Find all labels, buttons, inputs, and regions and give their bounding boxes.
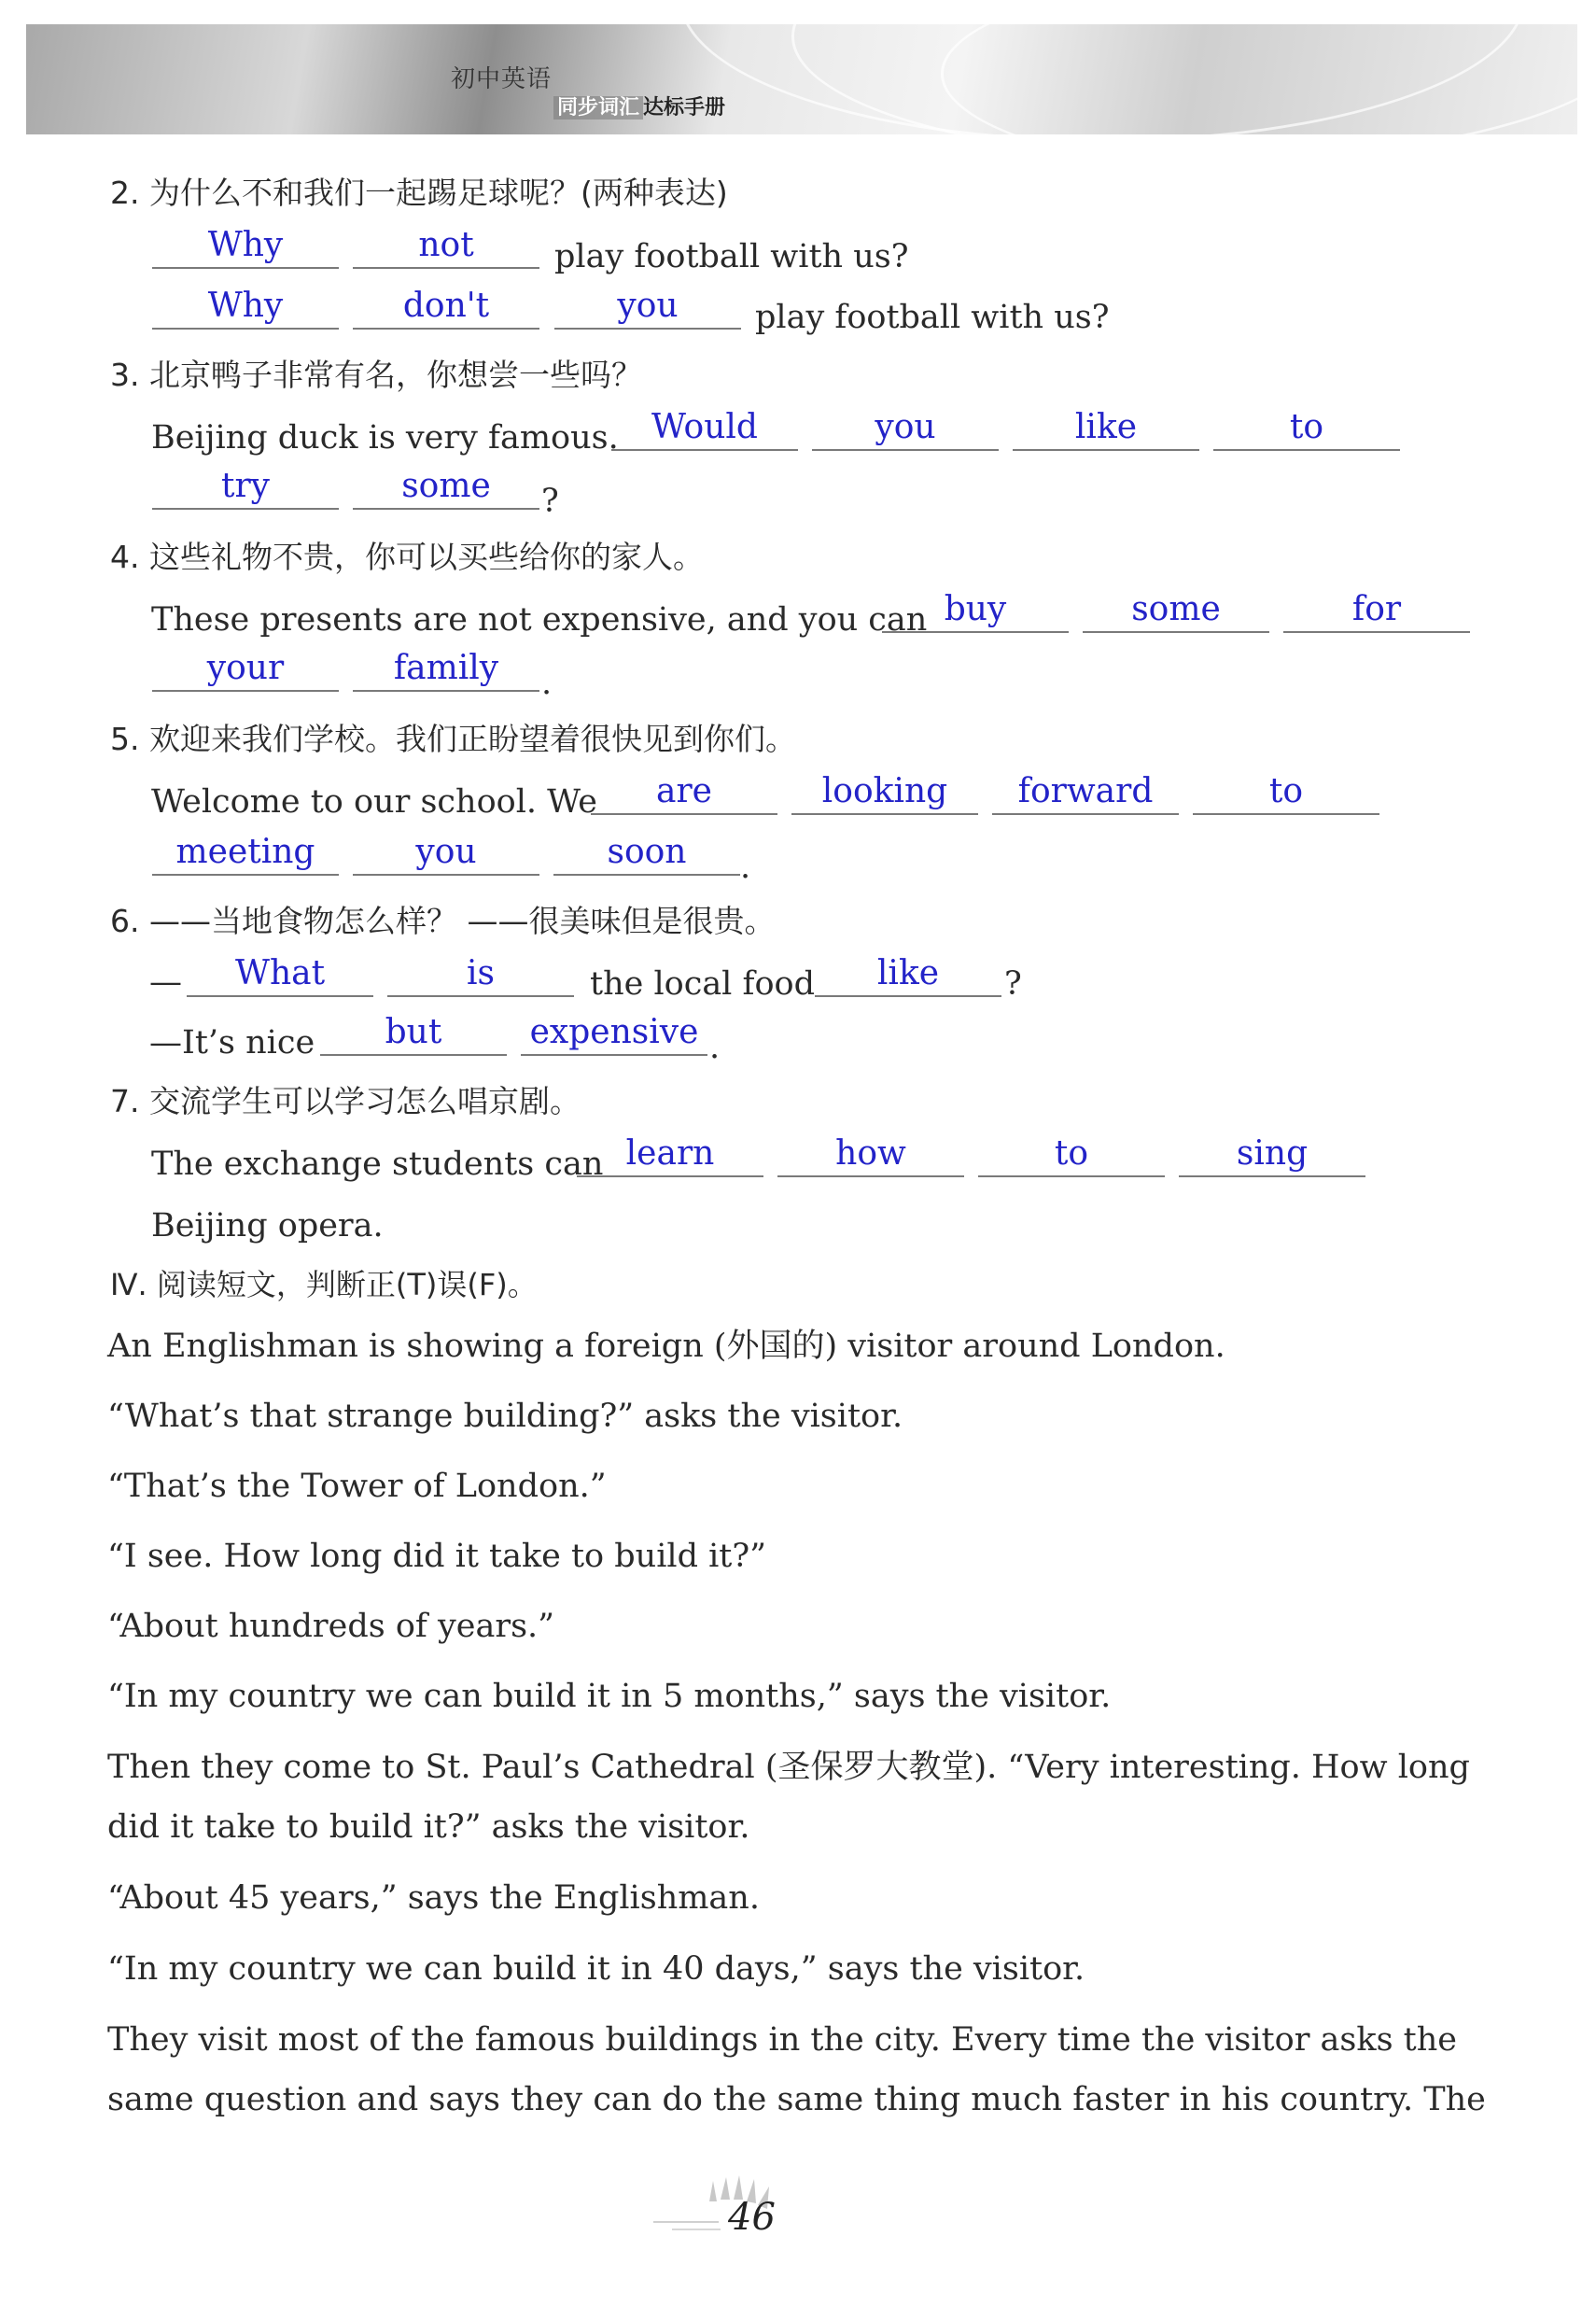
answer-blank: sing bbox=[1179, 1132, 1365, 1177]
passage-paragraph: “That’s the Tower of London.” bbox=[107, 1468, 607, 1505]
answer-blank: buy bbox=[882, 588, 1069, 633]
header-subtitle-rest: 达标手册 bbox=[643, 96, 726, 120]
answer-blank: not bbox=[353, 224, 539, 269]
passage-paragraph: They visit most of the famous buildings in the city. Every time the visitor asks the bbox=[107, 2021, 1457, 2059]
q6-dash: — bbox=[149, 963, 182, 1001]
answer-blank: don't bbox=[353, 285, 539, 330]
answer-blank: like bbox=[1013, 406, 1199, 451]
answer-blank: What bbox=[187, 952, 373, 997]
answer-blank: meeting bbox=[152, 831, 339, 876]
answer-blank: like bbox=[815, 952, 1001, 997]
answer-blank: family bbox=[353, 647, 539, 692]
q7-lead: The exchange students can bbox=[151, 1146, 604, 1183]
passage-paragraph: “About 45 years,” says the Englishman. bbox=[107, 1879, 760, 1917]
section4-heading: Ⅳ. 阅读短文，判断正(T)误(F)。 bbox=[110, 1267, 538, 1302]
q4-lead: These presents are not expensive, and you can bbox=[151, 601, 928, 639]
q4-end-punct: . bbox=[541, 665, 553, 702]
passage-paragraph: same question and says they can do the same thing much faster in his country. The bbox=[107, 2081, 1486, 2118]
passage-paragraph: “In my country we can build it in 40 days,” says the visitor. bbox=[107, 1950, 1085, 1988]
q7-tail: Beijing opera. bbox=[151, 1207, 384, 1244]
passage-paragraph: “I see. How long did it take to build it?” bbox=[107, 1538, 767, 1575]
answer-blank: you bbox=[812, 406, 999, 451]
header-banner bbox=[26, 24, 1577, 134]
answer-blank: learn bbox=[577, 1132, 763, 1177]
answer-blank: for bbox=[1283, 588, 1470, 633]
answer-blank: soon bbox=[553, 831, 740, 876]
header-subtitle-highlight: 同步词汇 bbox=[553, 96, 643, 120]
passage-paragraph: “What’s that strange building?” asks the visitor. bbox=[107, 1398, 903, 1435]
q3-lead: Beijing duck is very famous. bbox=[151, 419, 619, 457]
answer-blank: is bbox=[387, 952, 574, 997]
answer-blank: looking bbox=[791, 770, 978, 815]
answer-blank: are bbox=[591, 770, 777, 815]
q3-end-punct: ? bbox=[541, 483, 559, 520]
q5-lead: Welcome to our school. We bbox=[151, 783, 597, 821]
page-number: 46 bbox=[728, 2196, 776, 2239]
q6-end-b: . bbox=[709, 1029, 721, 1066]
answer-blank: how bbox=[777, 1132, 964, 1177]
passage-paragraph: An Englishman is showing a foreign (外国的) visitor around London. bbox=[107, 1328, 1225, 1365]
q6-mid-text: the local food bbox=[590, 965, 816, 1003]
q6-end-a: ? bbox=[1004, 965, 1022, 1003]
answer-blank: expensive bbox=[521, 1011, 707, 1056]
q5-prompt: 5. 欢迎来我们学校。我们正盼望着很快见到你们。 bbox=[110, 721, 796, 757]
header-title: 初中英语 bbox=[451, 65, 553, 93]
header-subtitle bbox=[553, 91, 725, 120]
q7-prompt: 7. 交流学生可以学习怎么唱京剧。 bbox=[110, 1083, 581, 1119]
passage-paragraph: “About hundreds of years.” bbox=[107, 1608, 555, 1645]
passage-paragraph: did it take to build it?” asks the visitor. bbox=[107, 1808, 750, 1846]
answer-blank: you bbox=[554, 285, 741, 330]
answer-blank: some bbox=[353, 465, 539, 510]
q6-prompt: 6. ——当地食物怎么样？ ——很美味但是很贵。 bbox=[110, 903, 776, 939]
answer-blank: forward bbox=[992, 770, 1179, 815]
answer-blank: you bbox=[353, 831, 539, 876]
answer-blank: but bbox=[320, 1011, 507, 1056]
q3-prompt: 3. 北京鸭子非常有名，你想尝一些吗？ bbox=[110, 357, 642, 393]
answer-blank: try bbox=[152, 465, 339, 510]
passage-paragraph: Then they come to St. Paul’s Cathedral (圣保罗大教堂). “Very interesting. How long bbox=[107, 1749, 1470, 1786]
q5-end-punct: . bbox=[740, 849, 751, 886]
answer-blank: to bbox=[1193, 770, 1379, 815]
q2-line1-text: play football with us? bbox=[554, 238, 909, 275]
q2-line2-text: play football with us? bbox=[755, 299, 1110, 336]
answer-blank: your bbox=[152, 647, 339, 692]
passage-paragraph: “In my country we can build it in 5 months,” says the visitor. bbox=[107, 1678, 1112, 1715]
answer-blank: Why bbox=[152, 224, 339, 269]
answer-blank: some bbox=[1083, 588, 1269, 633]
q4-prompt: 4. 这些礼物不贵，你可以买些给你的家人。 bbox=[110, 539, 704, 575]
answer-blank: to bbox=[978, 1132, 1165, 1177]
q6-lead-b: —It’s nice bbox=[149, 1024, 315, 1062]
answer-blank: to bbox=[1213, 406, 1400, 451]
q2-prompt: 2. 为什么不和我们一起踢足球呢？(两种表达) bbox=[110, 175, 728, 211]
answer-blank: Why bbox=[152, 285, 339, 330]
answer-blank: Would bbox=[611, 406, 798, 451]
